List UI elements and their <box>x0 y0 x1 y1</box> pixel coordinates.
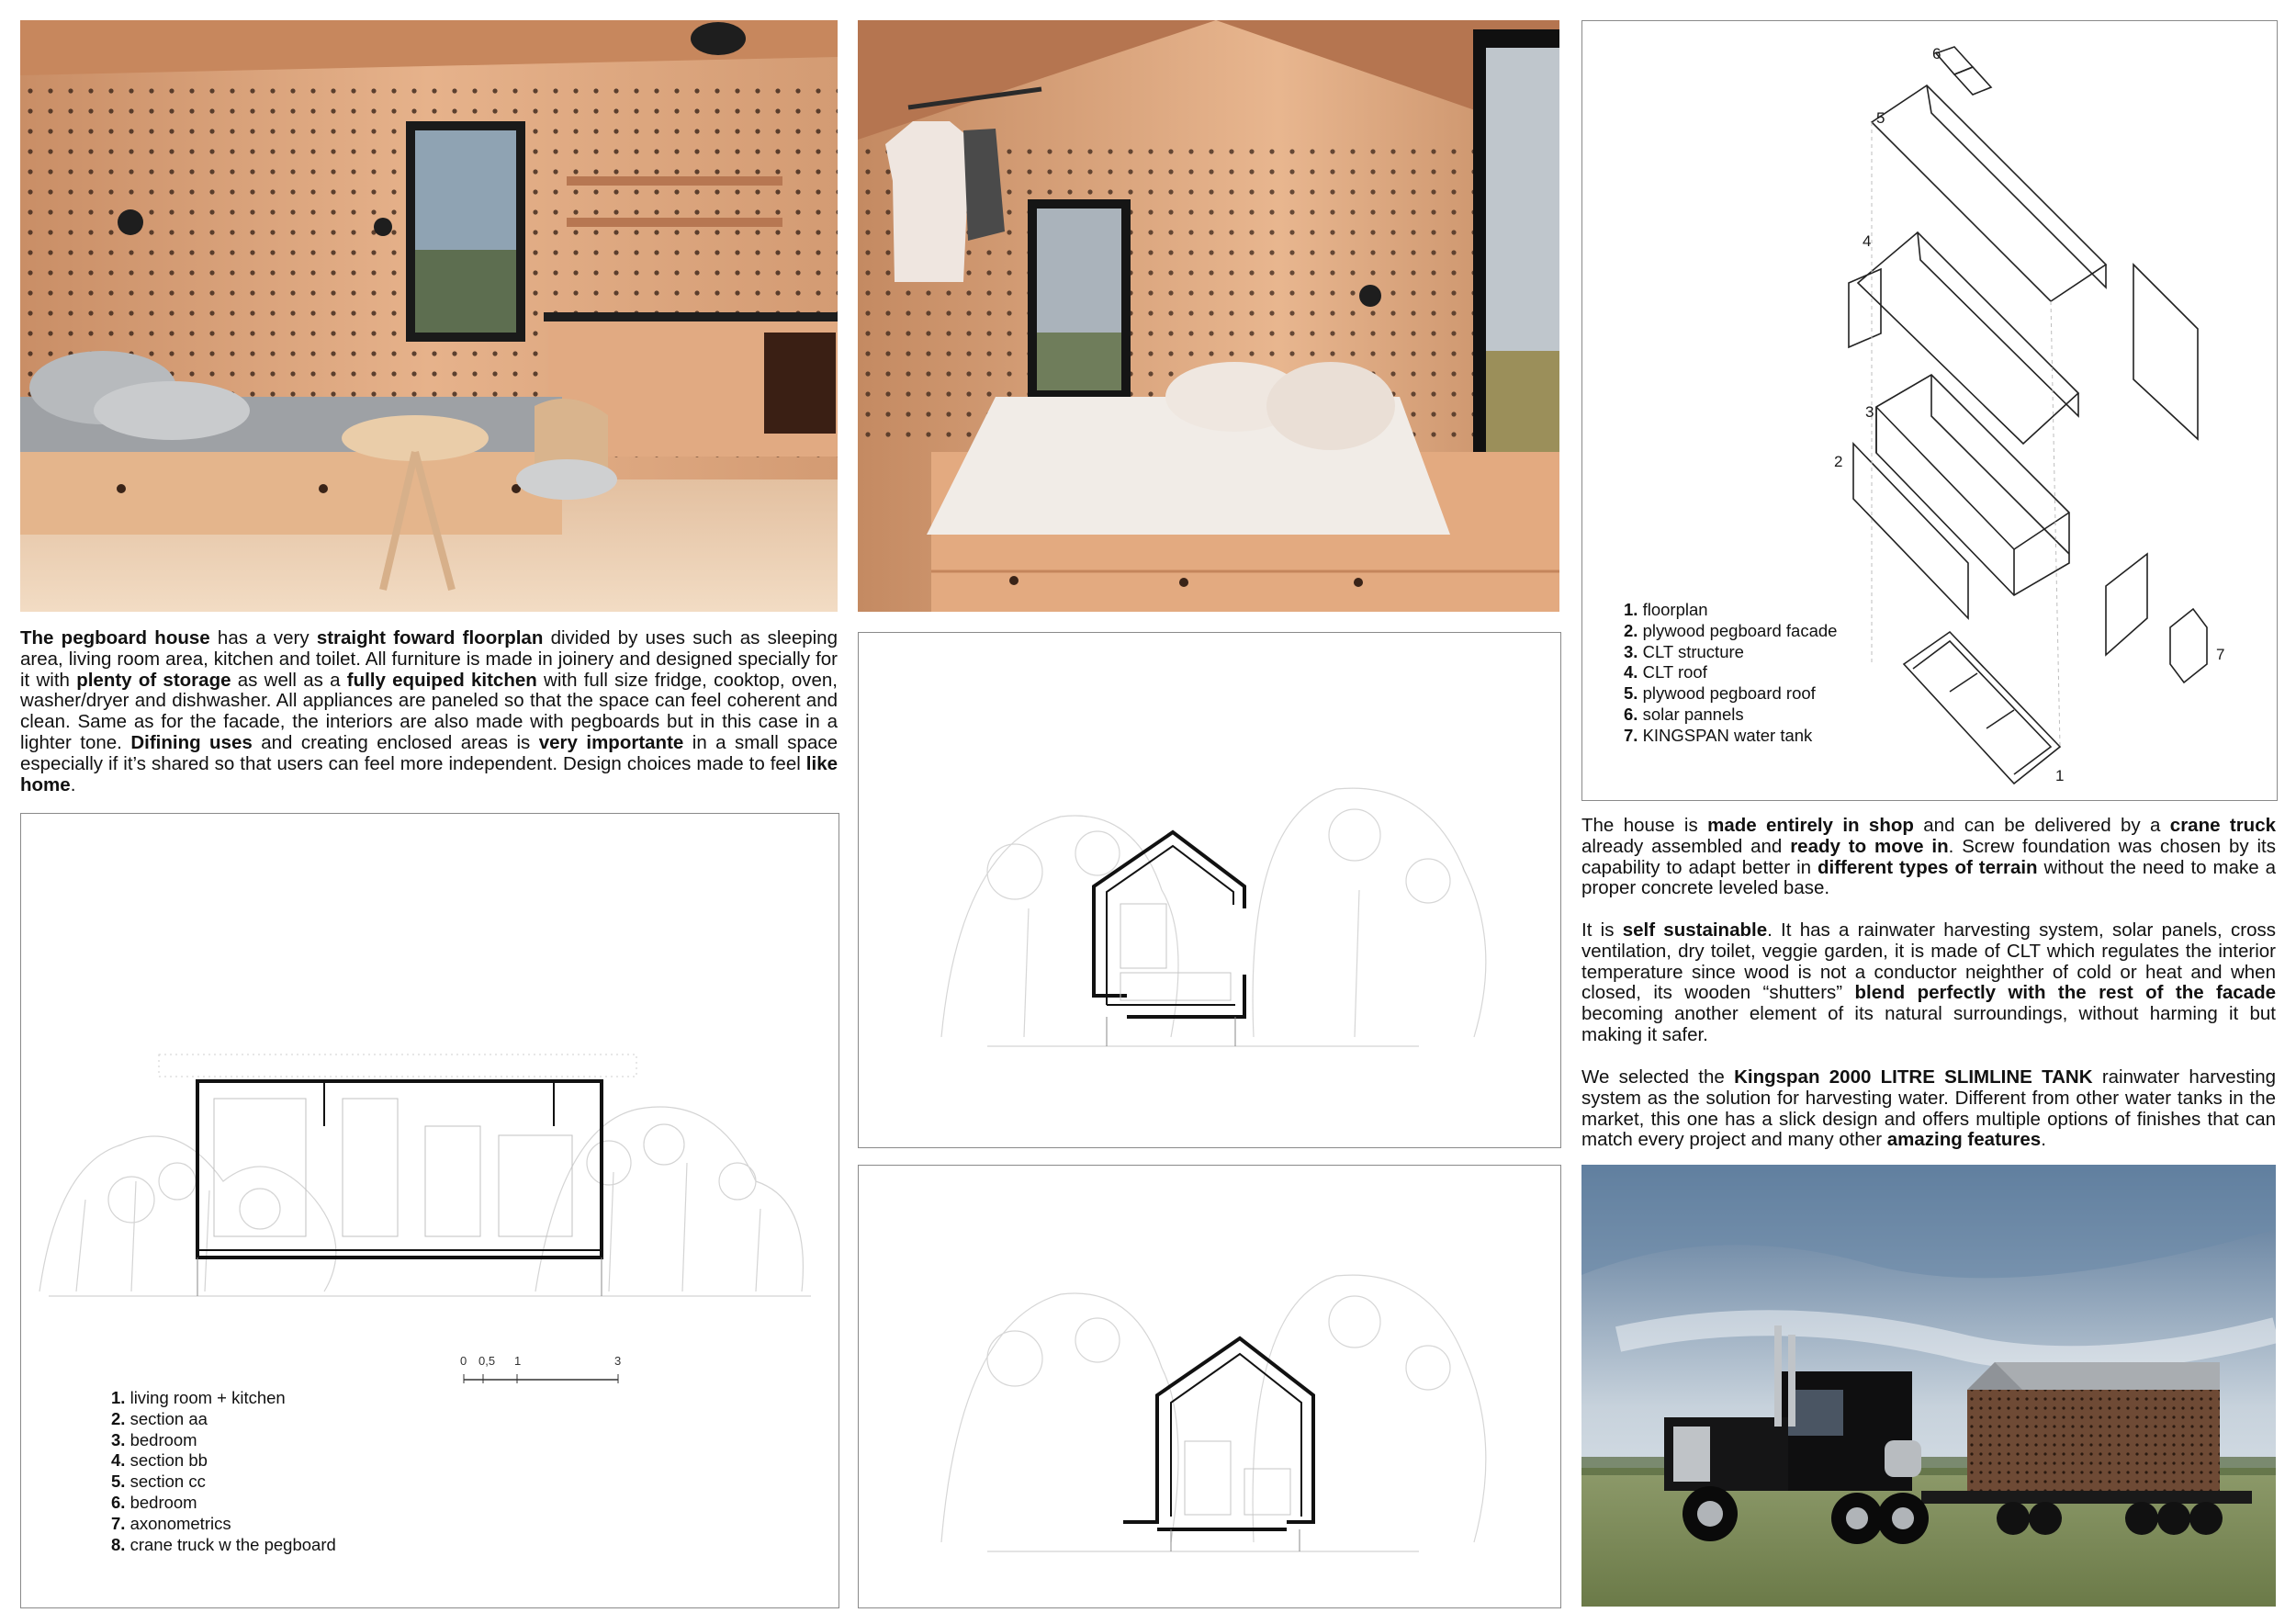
section-aa-partitions <box>197 1081 602 1250</box>
living-kitchen-render <box>20 20 838 612</box>
plan-legend-item-4: 4. section bb <box>111 1450 208 1471</box>
intro-text-2: has a very <box>209 627 317 648</box>
axo-label-7: 7 <box>2216 646 2225 663</box>
axo-legend-item-1: 1. floorplan <box>1624 600 1708 619</box>
background-trees <box>39 1107 803 1291</box>
p1-text-e: already assembled and <box>1581 835 1791 857</box>
axo-legend-item-4: 4. CLT roof <box>1624 662 1707 682</box>
intro-bold-13: like home <box>20 752 838 795</box>
intro-bold-11: very importante <box>538 731 684 753</box>
intro-text-14: . <box>70 773 76 795</box>
axo-label-2: 2 <box>1834 453 1843 470</box>
scale-bar <box>464 1374 618 1383</box>
intro-text-6: as well as a <box>231 669 347 691</box>
axo-legend-item-3: 3. CLT structure <box>1624 641 1744 661</box>
p3-text-c: rainwater harvesting system as the solution for harvesting water. Different from other water tanks in the market, this one has a slick design and offers multiple options of finishes that can match every project and many other <box>1581 1066 2276 1151</box>
plan-legend-item-3: 3. bedroom <box>111 1429 197 1449</box>
crane-truck-render <box>1581 1165 2276 1607</box>
axo-legend-item-2: 2. plywood pegboard facade <box>1624 620 1838 640</box>
scale-tick-1: 1 <box>514 1354 522 1368</box>
axo-legend <box>1624 600 1837 747</box>
scale-tick-3: 3 <box>614 1354 622 1368</box>
delivery-paragraph <box>1581 816 2276 899</box>
background-trees <box>941 1275 1486 1542</box>
plan-legend-item-5: 5. section cc <box>111 1472 206 1492</box>
bedroom-render <box>858 20 1559 612</box>
p3-text-e: . <box>2041 1129 2046 1151</box>
intro-text-10: and creating enclosed areas is <box>252 731 539 753</box>
long-section-panel <box>20 813 839 1608</box>
intro-text-4: divided by uses such as sleeping area, living room area, kitchen and toilet. All furniture is made in joinery and designed specially for it with <box>20 627 838 691</box>
p1-text-i: without the need to make a proper concrete leveled base. <box>1581 856 2277 899</box>
axo-legend-item-6: 6. solar pannels <box>1624 704 1744 724</box>
section-cc-panel <box>858 1165 1561 1608</box>
axo-label-1: 1 <box>2055 767 2065 784</box>
intro-text-8: with full size fridge, cooktop, oven, washer/dryer and dishwasher. All appliances are paneled so that the space can feel coherent and clean. Same as for the facade, the interiors are also made with pegboards but in this case in a lighter tone. <box>20 669 838 753</box>
intro-bold-5: plenty of storage <box>76 669 231 691</box>
intro-text-12: in a small space especially if it’s shared so that users can feel more independent. Design choices made to feel <box>20 731 838 774</box>
section-bb-panel <box>858 632 1561 1148</box>
plan-legend-item-6: 6. bedroom <box>111 1492 197 1512</box>
plan-legend-item-7: 7. axonometrics <box>111 1513 231 1533</box>
axo-label-5: 5 <box>1876 109 1885 127</box>
p3-bold-b: Kingspan 2000 LITRE SLIMLINE TANK <box>1734 1066 2093 1088</box>
p1-text-c: and can be delivered by a <box>1913 815 2170 836</box>
plan-legend <box>111 1388 336 1555</box>
intro-bold-1: The pegboard house <box>20 627 210 648</box>
section-cc-walls <box>1123 1338 1313 1529</box>
intro-paragraph <box>20 628 838 795</box>
scale-tick-0: 0 <box>460 1354 467 1368</box>
section-bb-walls <box>1094 832 1244 1017</box>
p2-text-a: It is <box>1581 919 1623 941</box>
plan-legend-item-1: 1. living room + kitchen <box>111 1388 286 1407</box>
scale-tick-0-5: 0,5 <box>478 1354 496 1368</box>
background-trees <box>941 788 1486 1037</box>
p1-text-a: The house is <box>1581 815 1708 836</box>
plan-legend-item-2: 2. section aa <box>111 1408 208 1428</box>
intro-bold-3: straight foward floorplan <box>316 627 544 648</box>
p2-bold-b: self sustainable <box>1622 919 1768 941</box>
axonometric-exploded-layers <box>1849 47 2207 784</box>
p1-bold-f: ready to move in <box>1790 835 1949 857</box>
p1-bold-d: crane truck <box>2169 815 2277 836</box>
axo-label-6: 6 <box>1932 45 1941 62</box>
p1-bold-h: different types of terrain <box>1818 856 2038 878</box>
p1-bold-b: made entirely in shop <box>1707 815 1914 836</box>
water-tank-paragraph <box>1581 1067 2276 1151</box>
axo-legend-item-5: 5. plywood pegboard roof <box>1624 683 1816 704</box>
plan-legend-item-8: 8. crane truck w the pegboard <box>111 1534 336 1554</box>
section-aa-walls <box>197 1081 602 1257</box>
p1-text-g: . Screw foundation was chosen by its capability to adapt better in <box>1581 835 2276 878</box>
axonometric-panel <box>1581 20 2278 801</box>
p3-text-a: We selected the <box>1581 1066 1735 1088</box>
p2-bold-d: blend perfectly with the rest of the facade <box>1854 982 2276 1004</box>
intro-bold-9: Difining uses <box>130 731 253 753</box>
p3-bold-d: amazing features <box>1886 1129 2042 1151</box>
axo-legend-item-7: 7. KINGSPAN water tank <box>1624 725 1813 745</box>
intro-bold-7: fully equiped kitchen <box>346 669 537 691</box>
sustainability-paragraph <box>1581 920 2276 1046</box>
p2-text-e: becoming another element of its natural surroundings, without harming it but making it safer. <box>1581 1003 2276 1045</box>
axo-label-3: 3 <box>1865 403 1874 421</box>
axo-label-4: 4 <box>1863 232 1872 250</box>
p2-text-c: . It has a rainwater harvesting system, solar panels, cross ventilation, dry toilet, veggie garden, it is made of CLT which regulates the interior temperature since wood is not a conductor neighther of cold or heat and when closed, its wooden “shutters” <box>1581 919 2276 1004</box>
